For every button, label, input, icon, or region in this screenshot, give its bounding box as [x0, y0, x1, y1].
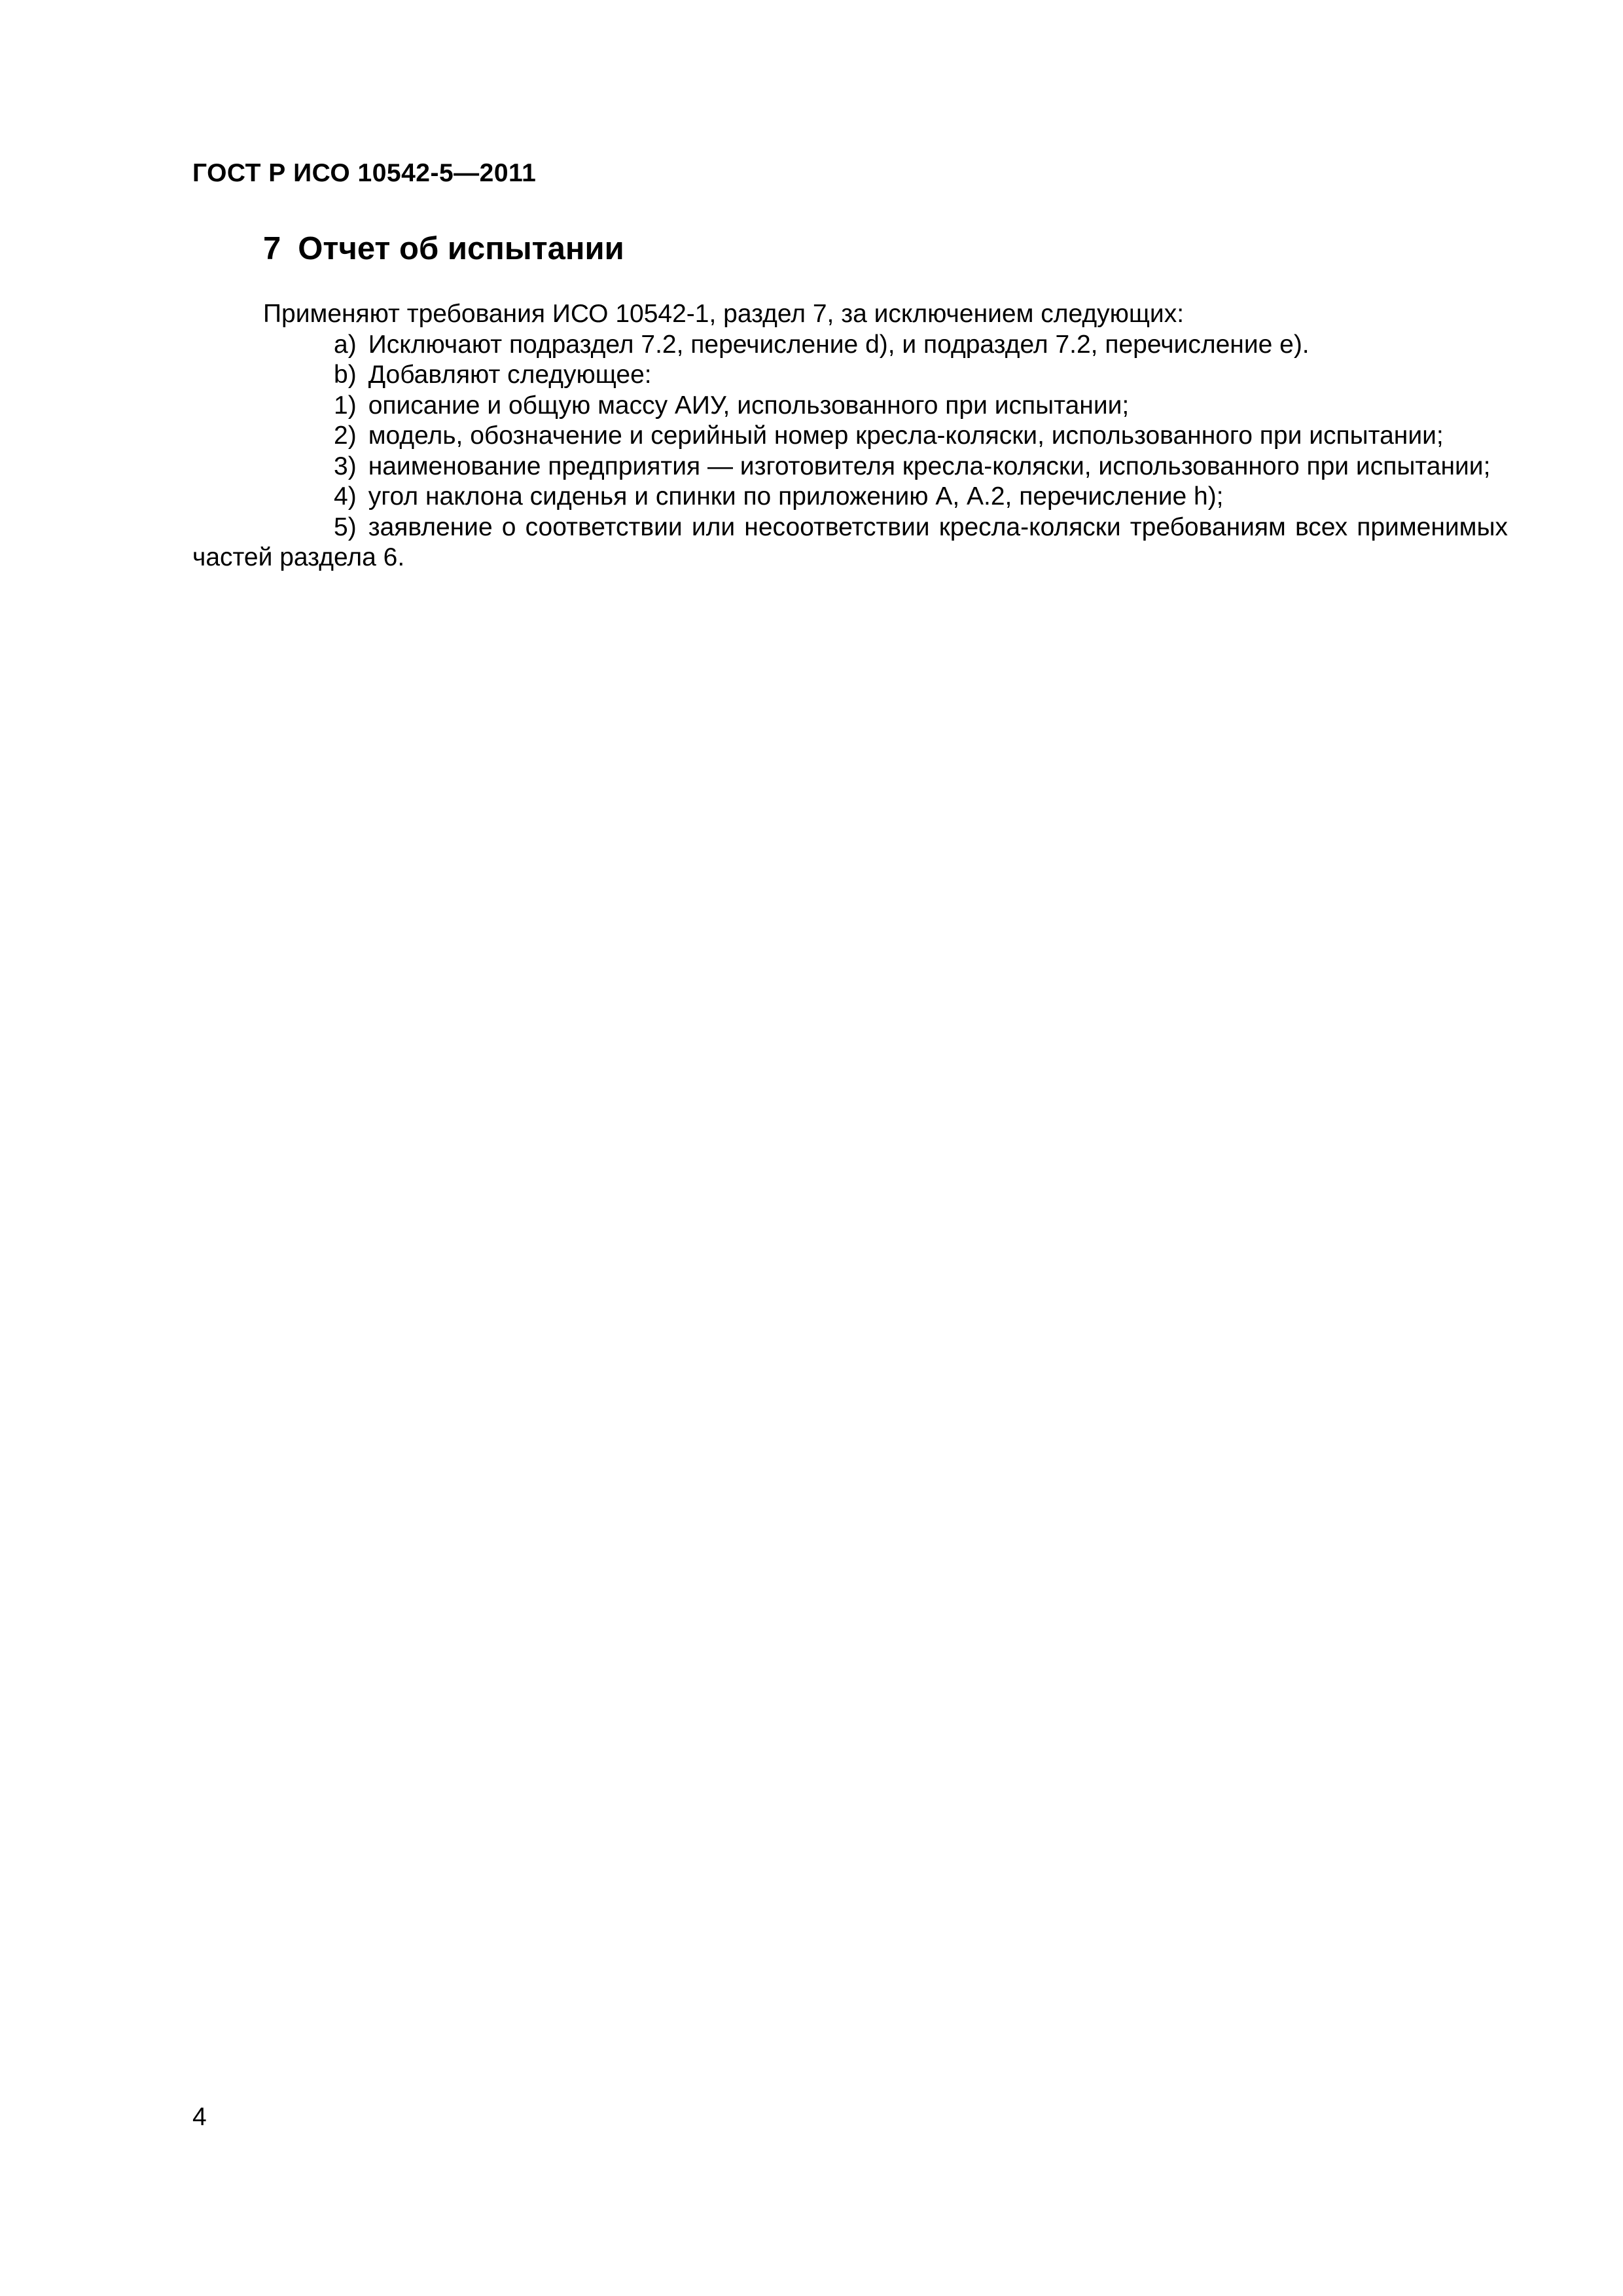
list-marker: 5)	[334, 512, 357, 541]
list-marker: 2)	[334, 422, 357, 450]
list-item-2	[192, 421, 1508, 452]
list-item-text: описание и общую массу АИУ, использованного при испытании;	[368, 391, 1130, 420]
section-body	[192, 299, 1508, 573]
list-marker: b)	[334, 361, 357, 389]
paragraph-text: Применяют требования ИСО 10542-1, раздел 7, за исключением следующих:	[263, 300, 1185, 328]
list-item-text: угол наклона сиденья и спинки по приложению А, А.2, перечисление h);	[368, 482, 1224, 511]
list-item-text: заявление о соответствии или несоответствии кресла-коляски требованиям всех применимых частей раздела 6.	[192, 512, 1508, 571]
list-item-text: наименование предприятия — изготовителя кресла-коляски, использованного при испытании;	[368, 452, 1491, 480]
list-marker: 4)	[334, 482, 357, 511]
list-item-text: Исключают подраздел 7.2, перечисление d), и подраздел 7.2, перечисление е).	[368, 330, 1310, 359]
list-item-a	[192, 330, 1508, 361]
section-title: Отчет об испытании	[298, 231, 624, 266]
list-item-4	[192, 482, 1508, 512]
list-item-3	[192, 452, 1508, 482]
list-item-5	[192, 512, 1508, 573]
list-item-text: модель, обозначение и серийный номер кресла-коляски, использованного при испытании;	[368, 422, 1444, 450]
list-marker: a)	[334, 330, 357, 359]
list-item-1	[192, 391, 1508, 422]
list-item-b	[192, 360, 1508, 391]
section-number: 7	[263, 231, 281, 266]
section-heading	[263, 230, 624, 267]
list-marker: 1)	[334, 391, 357, 420]
paragraph-intro	[192, 299, 1508, 330]
list-item-text: Добавляют следующее:	[368, 361, 652, 389]
page-number: 4	[192, 2103, 207, 2131]
document-header: ГОСТ Р ИСО 10542-5—2011	[192, 159, 537, 187]
list-marker: 3)	[334, 452, 357, 480]
